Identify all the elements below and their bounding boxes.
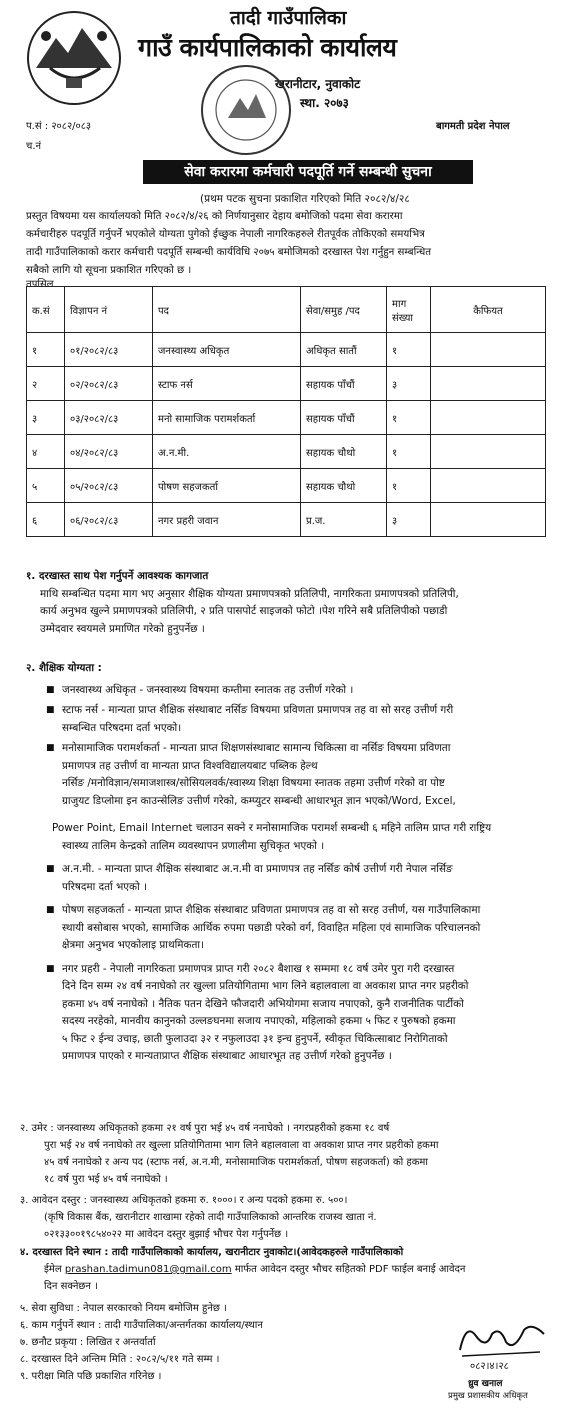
age-line: १८ वर्ष पुरा भई ४५ वर्ष ननाघेको ।: [44, 1174, 168, 1185]
qualification-item: [26, 682, 556, 700]
submission-section: [20, 1244, 560, 1295]
table-header-row: [27, 287, 546, 333]
other-points: [20, 1300, 420, 1385]
cell-adno: ०३/२०८२/८३: [65, 401, 153, 435]
office-name: गाउँ कार्यपालिकाको कार्यालय: [138, 33, 397, 62]
cell-post: अ.न.मी.: [153, 435, 301, 469]
cell-sn: ६: [27, 503, 65, 537]
age-line: २. उमेर : जनस्वास्थ्य अधिकृतको हकमा २१ वर्ष पुरा भई ४५ वर्ष ननाघेको । नगरप्रहरीको हकमा १८ वर्ष: [20, 1123, 390, 1134]
submission-email-line: [20, 1261, 560, 1278]
col-header-post: पद: [153, 287, 301, 333]
signature-icon: [452, 1316, 552, 1364]
cell-service: सहायक चौथो: [301, 435, 387, 469]
qualification-text: स्वास्थ्य तालिम केन्द्रको तालिम व्यवस्थापन प्रणालीमा सुचिकृत भएको ।: [62, 839, 325, 852]
cell-adno: ०६/२०८२/८३: [65, 503, 153, 537]
point-workplace: ६. काम गर्नुपर्ने स्थान : तादी गाउँपालिका/अन्तर्गतका कार्यालय/स्थान: [20, 1320, 263, 1331]
email-suffix: मार्फत आवेदन दस्तुर भौचर सहितको PDF फाईल बनाई आवेदन: [234, 1264, 466, 1275]
qualification-item: [26, 740, 556, 855]
qualification-text: मनोसामाजिक परामर्शकर्ता - मान्यता प्राप्त शिक्षणसंस्थाबाट सामान्य चिकित्सा वा नर्सिङ विषयमा प्रविणता: [62, 742, 451, 754]
qualification-text: अ.न.मी. - मान्यता प्राप्त शैक्षिक संस्थाबाट अ.न.मी वा प्रमाणपत्र तह नर्सिङ कोर्ष उत्तीर्ण गरी नेपाल नर्सिङ: [62, 863, 453, 875]
office-stamp-icon: [196, 60, 296, 160]
qualification-text: दिने दिन सम्म २४ वर्ष ननाघेको तर खुल्ला प्रतियोगितामा भाग लिने बहालवाला वा अवकाश प्राप्त नगर प्रहरीको: [62, 980, 469, 992]
cell-service: प्र.ज.: [301, 503, 387, 537]
col-header-adno: विज्ञापन नं: [65, 287, 153, 333]
cell-service: सहायक पाँचौं: [301, 367, 387, 401]
qualification-text: नगर प्रहरी - नेपाली नागरिकता प्रमाणपत्र प्राप्त गरी २०८२ बैशाख १ सम्ममा १८ वर्ष उमेर पुरा गरी दरखास्त: [62, 962, 455, 975]
cell-post: जनस्वास्थ्य अधिकृत: [153, 333, 301, 367]
cell-adno: ०२/२०८२/८३: [65, 367, 153, 401]
intro-paragraph: [26, 208, 431, 280]
intro-line-2: कर्मचारीहरु पदपूर्ति गर्नुपर्ने भएकोले योग्यता पुगेको ईच्छुक नेपाली नागरिकहरुले रीतपूर्वक तोकिएको समयभित्र: [26, 229, 425, 240]
qualification-text: प्रमाणपत्र पाएको र मान्यताप्राप्त शैक्षिक संस्थाबाट आधारभूत तह उत्तीर्ण गरेको हुनुपर्नेछ ।: [62, 1050, 392, 1062]
qualification-text: Power Point, Email Internet चलाउन सक्ने र मनोसामाजिक परामर्श सम्बन्धी ६ महिने तालिम प्राप्त गरी राष्ट्रिय: [52, 822, 492, 834]
cell-service: सहायक चौथो: [301, 469, 387, 503]
qualification-text: नर्सिङ /मनोविज्ञान/समाजशास्त्र/सोसियलवर्क/स्वास्थ्य शिक्षा विषयमा स्नातक तहमा उत्तीर्ण गरेको वा पोष्ट: [62, 777, 445, 789]
qualification-text: पोषण सहजकर्ता - मान्यता प्राप्त शैक्षिक संस्थाबाट प्रविणता प्रमाणपत्र तह वा सो सरह उत्तीर्ण, यस गाउँपालिकामा: [62, 904, 481, 916]
bullet-icon: ■: [46, 864, 55, 874]
cell-adno: ०१/२०८२/८३: [65, 333, 153, 367]
cell-remarks: [431, 469, 546, 503]
municipality-name: तादी गाउँपालिका: [230, 7, 347, 29]
signatory-title: प्रमुख प्रशासकीय अधिकृत: [448, 1391, 528, 1401]
cell-post: मनो सामाजिक परामर्शकर्ता: [153, 401, 301, 435]
cell-demand: ३: [387, 503, 431, 537]
fee-line: ०२१३३००१९८५४०२२ मा आवेदन दस्तुर बुझाई भौचर पेश गर्नुपर्नेछ ।: [44, 1229, 289, 1240]
submission-line: ४. दरखास्त दिने स्थान : तादी गाउँपालिकाको कार्यालय, खरानीटार नुवाकोट।(आवेदकहरुले गाउँपालिकाको: [20, 1247, 404, 1258]
notice-subtitle: (प्रथम पटक सुचना प्रकाशित गरिएको मिति २०८२/४/२८: [200, 193, 410, 205]
qualification-section: [26, 660, 556, 1066]
province-name: बागमती प्रदेश नेपाल: [436, 121, 510, 132]
intro-line-4: सबैको लागि यो सूचना प्रकाशित गरिएको छ ।: [26, 265, 192, 276]
col-header-remarks: कैफियत: [431, 287, 546, 333]
dispatch-number: च.नं: [26, 141, 42, 152]
qualification-text: हकमा ४५ वर्ष ननाघेको । नैतिक पतन देखिने फौजदारी अभियोगमा सजाय नपाएको, कुनै राजनीतिक पार्टीको: [62, 997, 464, 1010]
cell-remarks: [431, 367, 546, 401]
cell-demand: १: [387, 333, 431, 367]
cell-demand: १: [387, 401, 431, 435]
cell-post: नगर प्रहरी जवान: [153, 503, 301, 537]
bullet-icon: ■: [46, 684, 55, 695]
cell-post: स्टाफ नर्स: [153, 367, 301, 401]
office-address: खरानीटार, नुवाकोट: [275, 77, 361, 91]
cell-demand: ३: [387, 367, 431, 401]
bullet-icon: ■: [46, 743, 55, 753]
table-row: [27, 367, 546, 401]
qualification-text: सदस्य नरहेको, मानवीय कानुनको उल्लङघनमा सजाय नपाएको, महिलाको हकमा ५ फिट र पुरुषको हकमा: [62, 1015, 456, 1027]
fee-line: ३. आवेदन दस्तुर : जनस्वास्थ्य अधिकृतको हकमा रु. १०००। र अन्य पदको हकमा रु. ५००।: [20, 1195, 348, 1206]
cell-sn: २: [27, 367, 65, 401]
cell-demand: १: [387, 435, 431, 469]
table-row: [27, 469, 546, 503]
age-line: पुरा भई २४ वर्ष ननाघेको तर खुल्ला प्रतियोगितामा भाग लिने बहालवाला वा अवकाश प्राप्त नगर प्रहरीको हकमा: [44, 1140, 439, 1151]
qualification-item: [26, 702, 556, 737]
qualification-text: क्षेत्रमा अनुभव भएकोलाइ प्राथमिकता।: [62, 939, 205, 951]
cell-service: अधिकृत सातौं: [301, 333, 387, 367]
cell-remarks: [431, 435, 546, 469]
intro-line-1: प्रस्तुत विषयमा यस कार्यालयको मिति २०८२/४/२६ को निर्णयानुसार देहाय बमोजिको पदमा सेवा करारमा: [26, 211, 403, 222]
bullet-icon: ■: [46, 705, 55, 715]
table-row: [27, 333, 546, 367]
bullet-icon: ■: [46, 905, 55, 915]
cell-post: पोषण सहजकर्ता: [153, 469, 301, 503]
col-header-sn: क.सं: [27, 287, 65, 333]
cell-sn: ५: [27, 469, 65, 503]
qualification-text: प्रमाणपत्र तह उत्तीर्ण वा मान्यता प्राप्त विश्वविद्यालयबाट पब्लिक हेल्थ: [62, 759, 318, 772]
email-link[interactable]: prashan.tadimun081@gmail.com: [64, 1264, 232, 1275]
point-exam-date: ९. परीक्षा मिति पछि प्रकाशित गरिनेछ ।: [20, 1371, 162, 1382]
fee-line: (कृषि विकास बैंक, खरानीटार शाखामा रहेको तादी गाउँपालिकाको आन्तरिक राजस्व खाता नं.: [44, 1212, 377, 1223]
cell-adno: ०५/२०८२/८३: [65, 469, 153, 503]
qualification-text: स्टाफ नर्स - मान्यता प्राप्त शैक्षिक संस्थाबाट नर्सिङ विषयमा प्रविणता प्रमाणपत्र तह वा सो सरह उत्तीर्ण गरी: [62, 704, 454, 716]
documents-heading: १. दरखास्त साथ पेश गर्नुपर्ने आवश्यक कागजात: [26, 570, 209, 582]
reference-number: प.सं : २०८२/०८३: [26, 121, 92, 132]
cell-sn: ३: [27, 401, 65, 435]
cell-remarks: [431, 333, 546, 367]
documents-line: कार्य अनुभव खुल्ने प्रमाणपत्रको प्रतिलिपी, २ प्रति पासपोर्ट साइजको फोटो ।पेश गरिने सबै प्रतिलिपीको पछाडी: [40, 605, 448, 617]
established-year: स्था. २०७३: [300, 96, 349, 110]
notice-title: सेवा करारमा कर्मचारी पदपूर्ति गर्ने सम्बन्धी सुचना: [143, 160, 473, 184]
point-benefits: ५. सेवा सुविधा : नेपाल सरकारको नियम बमोजिम हुनेछ ।: [20, 1303, 227, 1314]
cell-sn: ४: [27, 435, 65, 469]
documents-section: [26, 568, 556, 638]
qualification-item: [26, 902, 556, 955]
qualification-text: ५ फिट २ ईन्च उचाइ, छाती फुलाउदा ३२ र नफुलाउदा ३१ इन्च हुनुपर्ने, स्वीकृत चिकित्साबाट निरोगिताको: [62, 1032, 448, 1045]
qualification-text: ग्राजुयट डिप्लोमा इन काउन्सेलिङ उत्तीर्ण गरेको, कम्प्युटर सम्बन्धी आधारभूत ज्ञान भएको/Word, Excel,: [62, 794, 456, 807]
cell-demand: १: [387, 469, 431, 503]
col-header-service: सेवा/समुह /पद: [301, 287, 387, 333]
qualification-heading: २. शैक्षिक योग्यता :: [26, 662, 102, 674]
qualification-text: स्थायी बसोबास भएको, सामाजिक आर्थिक रुपमा पछाडी परेको वर्ग, विवाहित महिला एवं सामाजिक परिचालनको: [62, 921, 481, 934]
age-line: ४५ वर्ष ननाघेको र अन्य पद (स्टाफ नर्स, अ.न.मी, मनोसामाजिक परामर्शकर्ता, पोषण सहजकर्ता) को हकमा: [44, 1157, 428, 1168]
posts-table: [26, 286, 546, 537]
documents-line: माथि सम्बन्धित पदमा माग भए अनुसार शैक्षिक योग्यता प्रमाणपत्रको प्रतिलिपी, नागरिकता प्रमाणपत्रको प्रतिलिपी,: [40, 587, 459, 600]
cell-sn: १: [27, 333, 65, 367]
fee-section: [20, 1192, 556, 1243]
point-deadline: ८. दरखास्त दिने अन्तिम मिति : २०८२/५/११ गते सम्म ।: [20, 1354, 220, 1365]
nepal-emblem-icon: [22, 8, 126, 108]
documents-line: उम्मेदवार स्वयमले प्रमाणित गरेको हुनुपर्नेछ ।: [40, 622, 205, 635]
table-row: [27, 435, 546, 469]
signature-date: ०८२।४।२८: [470, 1361, 509, 1372]
point-selection: ७. छनौट प्रकृया : लिखित र अन्तर्वार्ता: [20, 1337, 156, 1348]
cell-remarks: [431, 503, 546, 537]
qualification-text: परिषदमा दर्ता भएको ।: [62, 880, 147, 893]
qualification-item: [26, 961, 556, 1066]
intro-line-3: तादी गाउँपालिकाको करार कर्मचारी पदपूर्ति सम्बन्धी कार्यविधि २०७५ बमोजिमको दरखास्त पेश गर्नुहुन सम्बन्धित: [26, 247, 432, 258]
cell-adno: ०४/२०८२/८३: [65, 435, 153, 469]
bullet-icon: ■: [46, 963, 55, 974]
qualification-text: जनस्वास्थ्य अधिकृत - जनस्वास्थ्य विषयमा कम्तीमा स्नातक तह उत्तीर्ण गरेको ।: [62, 683, 354, 696]
details-label: तपसिल: [26, 279, 54, 290]
age-section: [20, 1120, 556, 1188]
email-prefix: ईमेल: [44, 1264, 62, 1275]
cell-remarks: [431, 401, 546, 435]
submission-line: दिन सक्नेछन ।: [44, 1281, 98, 1292]
signatory-name: ध्रुव खनाल: [468, 1379, 503, 1389]
col-header-demand: माग संख्या: [387, 287, 431, 333]
table-row: [27, 503, 546, 537]
qualification-text: सम्बन्धित परिषदमा दर्ता भएको।: [62, 721, 182, 734]
table-row: [27, 401, 546, 435]
qualification-item: [26, 861, 556, 896]
cell-service: सहायक पाँचौं: [301, 401, 387, 435]
